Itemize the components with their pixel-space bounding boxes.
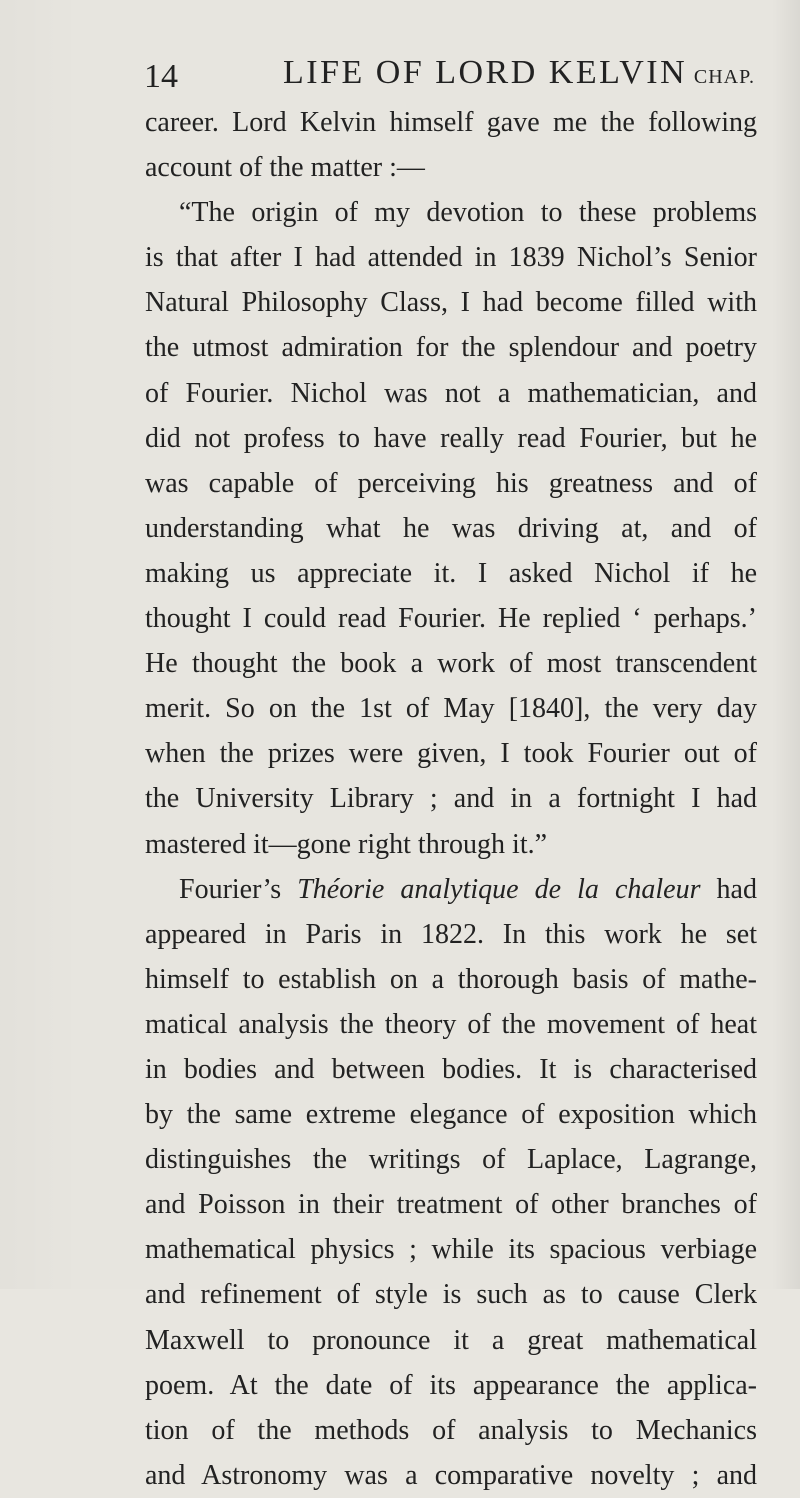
text-line: by the same extreme elegance of exposition which — [145, 1099, 757, 1131]
text-line: He thought the book a work of most transcendent — [145, 648, 757, 680]
text-line: the University Library ; and in a fortnight I had — [145, 783, 757, 815]
text-line: making us appreciate it. I asked Nichol if he — [145, 557, 757, 589]
text-line: did not profess to have really read Fourier, but he — [145, 422, 757, 454]
text-line: the utmost admiration for the splendour and poetry — [145, 332, 757, 364]
text-line: account of the matter :— — [145, 152, 425, 184]
body-text — [145, 100, 757, 1498]
running-head — [144, 54, 755, 99]
text-line: understanding what he was driving at, and of — [145, 512, 757, 544]
page-number: 14 — [144, 58, 178, 95]
text-line: and Poisson in their treatment of other branches of — [145, 1189, 757, 1221]
chapter-label: CHAP. — [693, 66, 755, 88]
text-line: was capable of perceiving his greatness and of — [145, 467, 757, 499]
text-line: mathematical physics ; while its spacious verbiage — [145, 1234, 757, 1266]
text-line: himself to establish on a thorough basis of mathe- — [145, 963, 757, 995]
text-line: Natural Philosophy Class, I had become filled with — [145, 287, 757, 319]
text-line: distinguishes the writings of Laplace, Lagrange, — [145, 1144, 757, 1176]
text-line: thought I could read Fourier. He replied ‘ perhaps.’ — [145, 603, 757, 635]
text-line: tion of the methods of analysis to Mechanics — [145, 1414, 757, 1446]
text-line: and Astronomy was a comparative novelty ; and — [145, 1459, 757, 1491]
text-line: “The origin of my devotion to these problems — [179, 197, 757, 229]
text-line: career. Lord Kelvin himself gave me the following — [145, 107, 757, 138]
text-line: appeared in Paris in 1822. In this work he set — [145, 918, 757, 950]
text-line: merit. So on the 1st of May [1840], the very day — [145, 693, 757, 725]
text-line: when the prizes were given, I took Fourier out of — [145, 738, 757, 770]
text-line: mastered it—gone right through it.” — [145, 828, 548, 860]
text-line: and refinement of style is such as to cause Clerk — [145, 1279, 757, 1311]
text-line: in bodies and between bodies. It is characterised — [145, 1053, 757, 1085]
text-line: poem. At the date of its appearance the applica- — [145, 1369, 757, 1401]
text-line: Fourier’s Théorie analytique de la chaleur had — [179, 873, 757, 905]
book-title: LIFE OF LORD KELVIN — [283, 54, 688, 91]
text-line: Maxwell to pronounce it a great mathematical — [145, 1324, 757, 1356]
text-line: matical analysis the theory of the movement of heat — [145, 1008, 757, 1040]
text-line: of Fourier. Nichol was not a mathematician, and — [145, 377, 757, 409]
text-line: is that after I had attended in 1839 Nichol’s Senior — [145, 242, 757, 274]
